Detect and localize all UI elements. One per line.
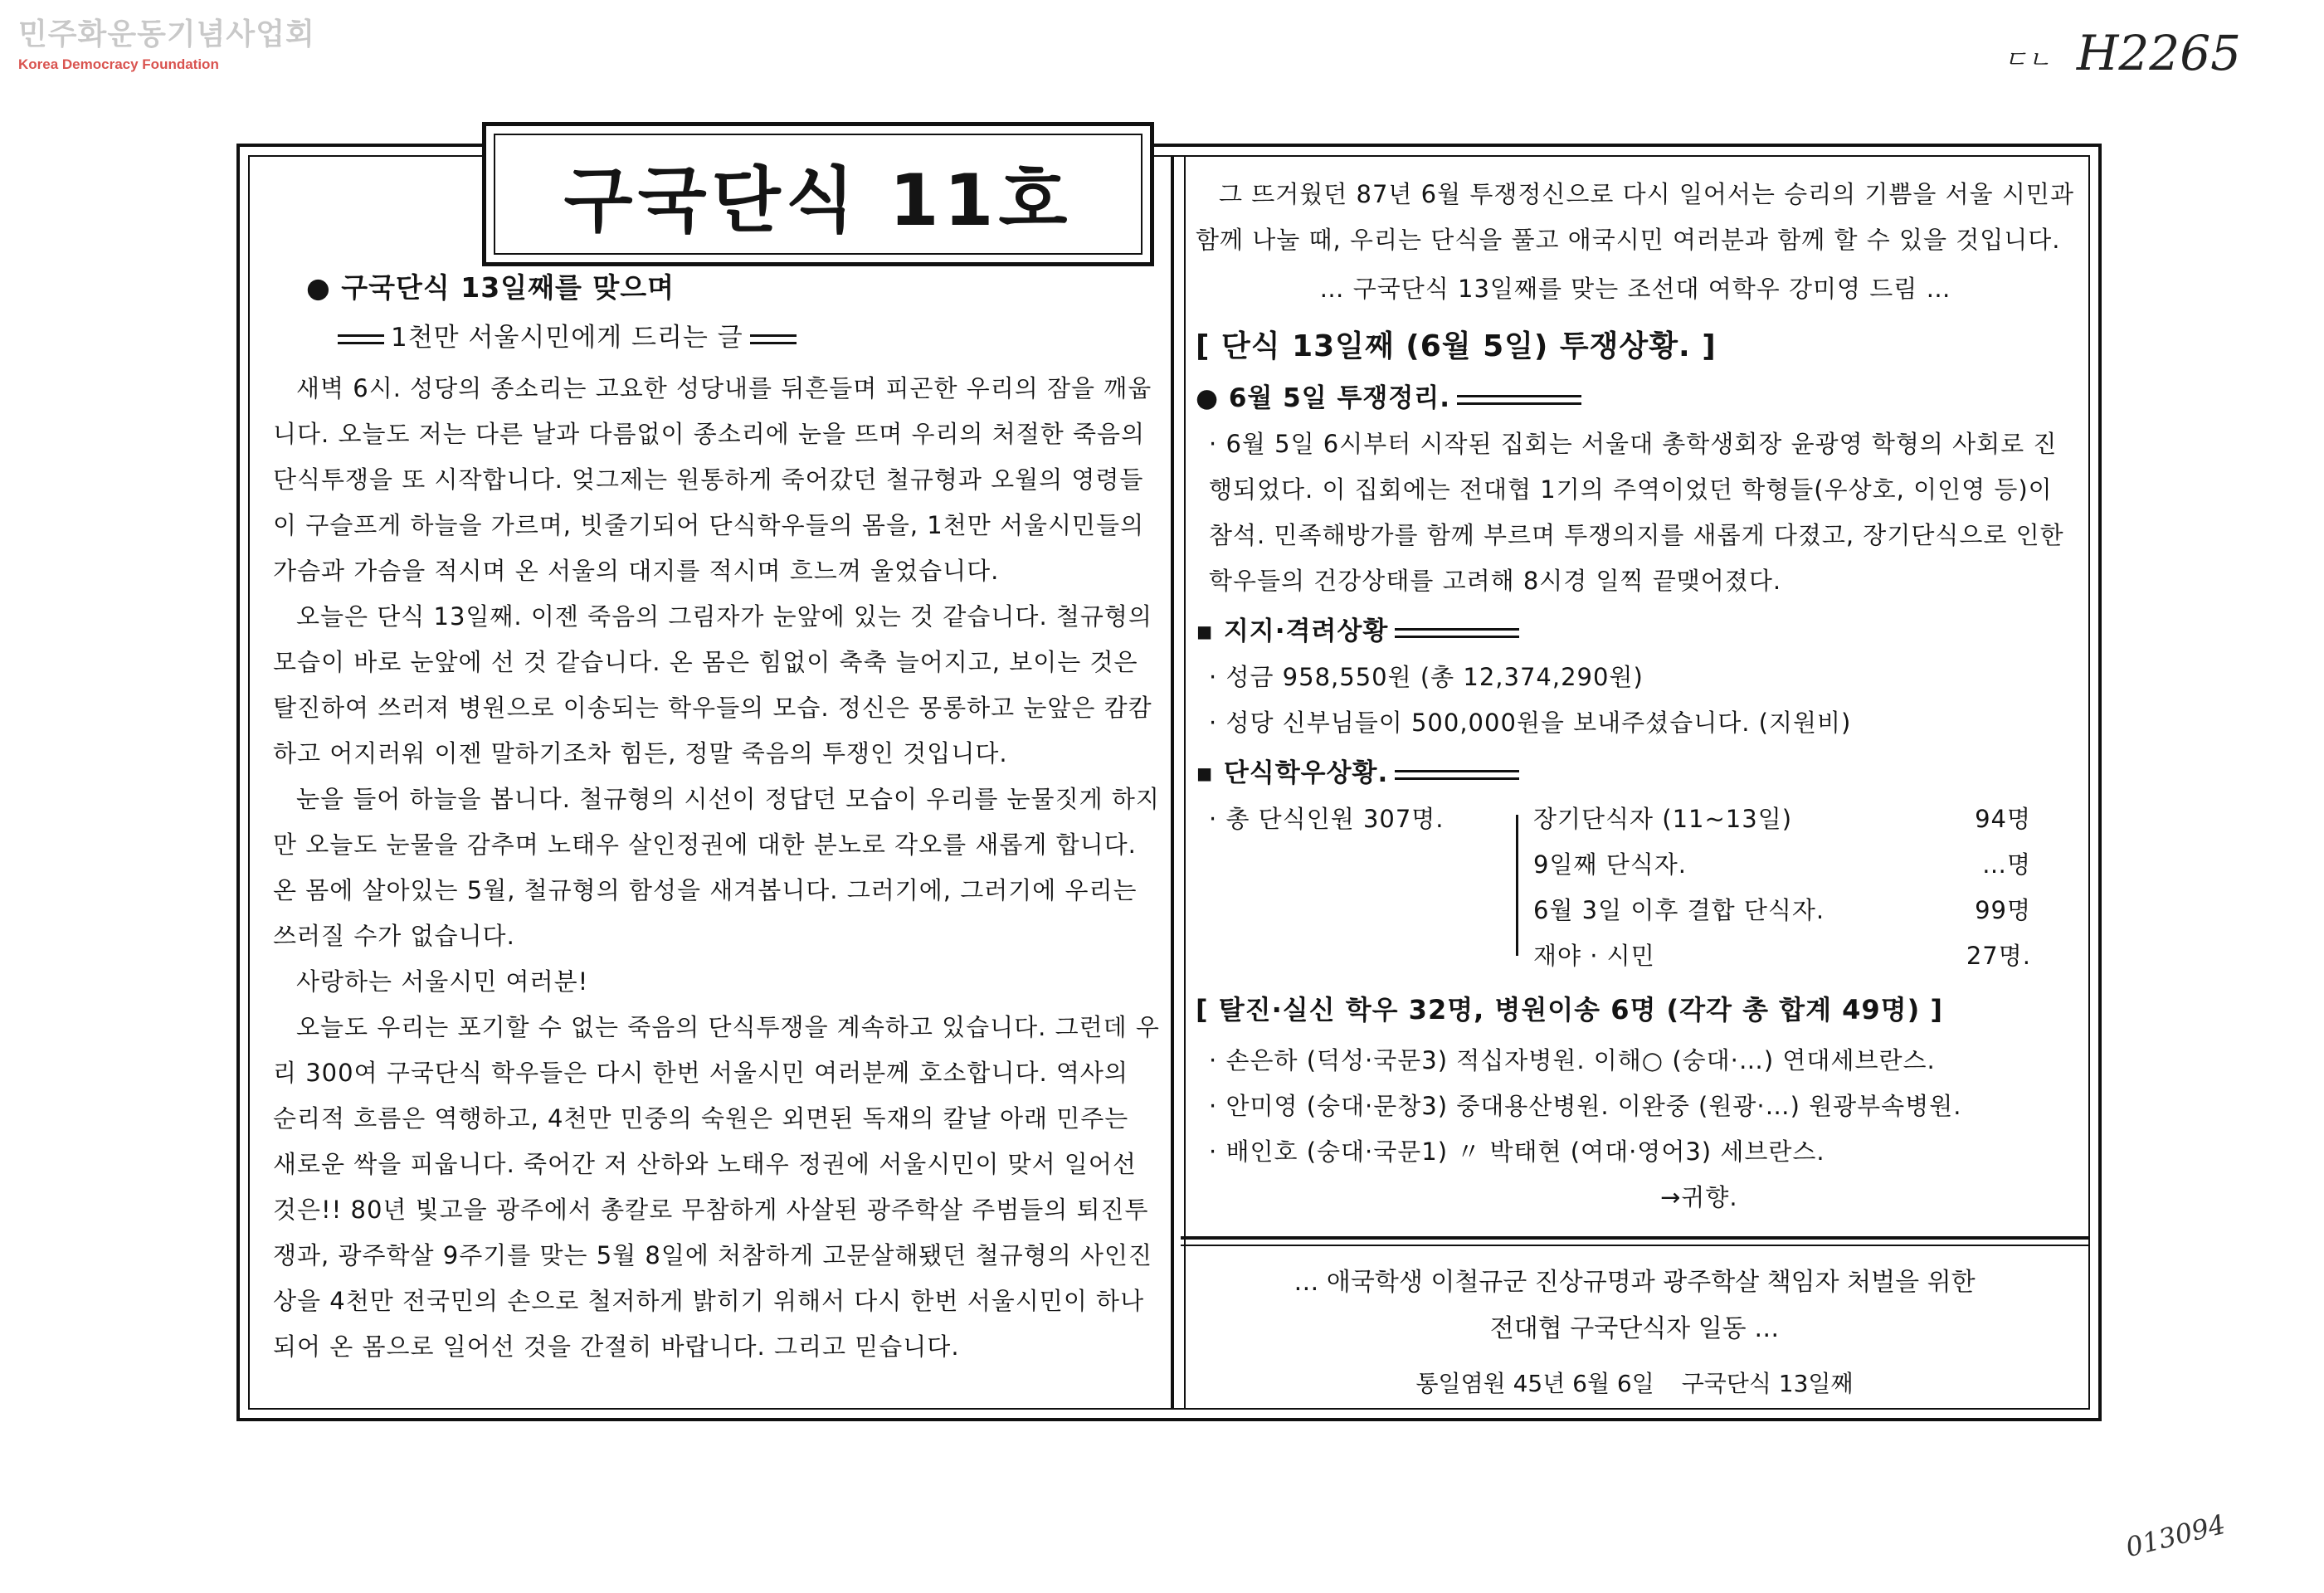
striker-total: · 총 단식인원 307명.: [1209, 805, 1445, 833]
letter-paragraph-3: 눈을 들어 하늘을 봅니다. 철규형의 시선이 정답던 모습이 우리를 눈물짓게 하지만 오늘도 눈물을 감추며 노태우 살인정권에 대한 분노로 각오를 새롭게 합니다. 온 몸에 살아있는 5월, 철규형의 함성을 새겨봅니다. 그러기에, 그러기에 우리는 쓰러질 수가 없습니다.: [273, 785, 1160, 950]
striker-breakdown: [1196, 796, 2075, 979]
letter-paragraph-2: 오늘은 단식 13일째. 이젠 죽음의 그림자가 눈앞에 있는 것 같습니다. 철규형의 모습이 바로 눈앞에 선 것 같습니다. 온 몸은 힘없이 축축 늘어지고, 보이는 것은 탈진하여 쓰러져 병원으로 이송되는 학우들의 모습. 정신은 몽롱하고 눈앞은 캄캄하고 어지러워 이젠 말하기조차 힘든, 정말 죽음의 투쟁인 것입니다.: [273, 602, 1152, 767]
support-heading-text: 지지·격려상황: [1223, 616, 1389, 646]
right-column: [1196, 172, 2075, 1220]
footer-day-count: 구국단식 13일째: [1681, 1370, 1854, 1397]
newsletter-footer: [1181, 1236, 2088, 1408]
letter-subhead-text: 1천만 서울시민에게 드리는 글: [391, 323, 743, 353]
rally-summary-line: 6월 5일 6시부터 시작된 집회는 서울대 총학생회장 윤광영 학형의 사회로 진행되었다. 이 집회에는 전대협 1기의 주역이었던 학형들(우상호, 이인영 등)이 참석. 민족해방가를 함께 부르며 투쟁의지를 새롭게 다졌고, 장기단식으로 인한 학우들의 건강상태를 고려해 8시경 일찍 끝맺어졌다.: [1209, 430, 2064, 595]
category-label: 장기단식자 (11~13일): [1533, 805, 1793, 833]
logo-english-text: Korea Democracy Foundation: [18, 56, 219, 72]
footer-purpose-line: … 애국학생 이철규군 진상규명과 광주학살 책임자 처벌을 위한: [1294, 1268, 1976, 1297]
footer-date: 통일염원 45년 6월 6일: [1415, 1370, 1654, 1397]
hospitalized-student-row: · 배인호 (숭대·국문1) 〃 박태현 (여대·영어3) 세브란스.: [1209, 1138, 1825, 1166]
newsletter-title: 구국단식 11호: [563, 159, 1073, 242]
dash-ornament: [1457, 395, 1581, 405]
dash-ornament-left: [338, 334, 384, 344]
rally-summary-heading: ● 6월 5일 투쟁정리.: [1196, 376, 2075, 421]
donation-priests: · 성당 신부님들이 500,000원을 보내주셨습니다. (지원비): [1209, 709, 1852, 737]
donation-priests-text: 성당 신부님들이 500,000원을 보내주셨습니다. (지원비): [1225, 709, 1852, 737]
striker-total-text: 총 단식인원 307명.: [1225, 805, 1445, 833]
title-box: [482, 122, 1154, 266]
footer-text: [1181, 1259, 2088, 1407]
striker-category-row: [1533, 842, 2031, 888]
frame-inner-border: [248, 155, 2090, 1410]
letter-paragraph-4: 사랑하는 서울시민 여러분!: [296, 967, 589, 996]
donation-total: · 성금 958,550원 (총 12,374,290원): [1209, 663, 1644, 691]
page-number: 013094: [2122, 1508, 2229, 1564]
hospitalized-student-text: 안미영 (숭대·문창3) 중대용산병원. 이완중 (원광·…) 원광부속병원.: [1225, 1092, 1962, 1120]
dash-ornament: [1395, 628, 1519, 638]
letter-paragraph-1: 새벽 6시. 성당의 종소리는 고요한 성당내를 뒤흔들며 피곤한 우리의 잠을 깨웁니다. 오늘도 저는 다른 날과 다름없이 종소리에 눈을 뜨며 우리의 처절한 죽음의 단식투쟁을 또 시작합니다. 엊그제는 원통하게 죽어갔던 철규형과 오월의 영령들이 구슬프게 하늘을 가르며, 빗줄기되어 단식학우들의 몸을, 1천만 서울시민들의 가슴과 가슴을 적시며 온 서울의 대지를 적시며 흐느껴 울었습니다.: [273, 374, 1152, 585]
footer-author-line: 전대협 구국단식자 일동 …: [1489, 1314, 1780, 1343]
footer-date-line: [1181, 1361, 2088, 1407]
hospitalized-student-text: 배인호 (숭대·국문1) 〃 박태현 (여대·영어3) 세브란스.: [1225, 1138, 1825, 1166]
hunger-striker-status-heading: ▪ 단식학우상황.: [1196, 751, 2075, 796]
hospitalization-summary: [ 탈진·실신 학우 32명, 병원이송 6명 (각각 총 합계 49명) ]: [1196, 994, 1943, 1025]
hospitalized-student-text: 손은하 (덕성·국문3) 적십자병원. 이해○ (숭대·…) 연대세브란스.: [1225, 1046, 1936, 1074]
archive-id-text: H2265: [2076, 25, 2241, 81]
letter-headline: ● 구국단식 13일째를 맞으며: [306, 271, 675, 304]
striker-categories: [1533, 796, 2031, 979]
striker-category-row: [1533, 888, 2031, 933]
rally-summary-text: · 6월 5일 6시부터 시작된 집회는 서울대 총학생회장 윤광영 학형의 사회로 진행되었다. 이 집회에는 전대협 1기의 주역이었던 학형들(우상호, 이인영 등)이 참석. 민족해방가를 함께 부르며 투쟁의지를 새롭게 다졌고, 장기단식으로 인한 학우들의 건강상태를 고려해 8시경 일찍 끝맺어졌다.: [1209, 430, 2064, 595]
category-count: 94명: [1975, 805, 2031, 833]
brace-bracket: [1516, 815, 1533, 956]
returned-home-note: →귀향.: [1660, 1183, 1738, 1211]
logo-korean-text: 민주화운동기념사업회: [18, 17, 315, 51]
hospitalized-student-row: · 손은하 (덕성·국문3) 적십자병원. 이해○ (숭대·…) 연대세브란스.: [1209, 1046, 1936, 1074]
category-count: 99명: [1975, 896, 2031, 924]
left-column: [273, 265, 1161, 1370]
category-count: 27명.: [1966, 942, 2031, 970]
category-count: …명: [1981, 850, 2031, 879]
dash-ornament: [1395, 770, 1519, 780]
donation-total-text: 성금 958,550원 (총 12,374,290원): [1225, 663, 1644, 691]
dash-ornament-right: [750, 334, 797, 344]
foundation-logo: [18, 18, 315, 73]
letter-headline-text: 구국단식 13일째를 맞으며: [341, 271, 675, 304]
hospitalized-student-row: · 안미영 (숭대·문창3) 중대용산병원. 이완중 (원광·…) 원광부속병원.: [1209, 1092, 1962, 1120]
archive-prefix: ㄷㄴ: [2003, 45, 2052, 75]
support-heading: ▪ 지지·격려상황: [1196, 609, 2075, 655]
hunger-striker-status-heading-text: 단식학우상황.: [1223, 758, 1389, 788]
category-label: 6월 3일 이후 결합 단식자.: [1533, 896, 1825, 924]
category-label: 9일째 단식자.: [1533, 850, 1687, 879]
column-divider: [1171, 157, 1186, 1408]
striker-category-row: [1533, 933, 2031, 979]
title-box-inner: [494, 134, 1143, 255]
archive-number: [2003, 25, 2241, 81]
category-label: 재야 · 시민: [1533, 942, 1655, 970]
letter-signature: … 구국단식 13일째를 맞는 조선대 여학우 강미영 드림 …: [1319, 275, 1951, 303]
newsletter-frame: [236, 144, 2102, 1421]
letter-paragraph-5: 오늘도 우리는 포기할 수 없는 죽음의 단식투쟁을 계속하고 있습니다. 그런데 우리 300여 구국단식 학우들은 다시 한번 서울시민 여러분께 호소합니다. 역사의 순리적 흐름은 역행하고, 4천만 민중의 숙원은 외면된 독재의 칼날 아래 민주는 새로운 싹을 피웁니다. 죽어간 저 산하와 노태우 정권에 서울시민이 맞서 일어선 것은!! 80년 빛고을 광주에서 총칼로 무참하게 사살된 광주학살 주범들의 퇴진투쟁과, 광주학살 9주기를 맞는 5월 8일에 처참하게 고문살해됐던 철규형의 사인진상을 4천만 전국민의 손으로 철저하게 밝히기 위해서 다시 한번 서울시민이 하나되어 온 몸으로 일어선 것을 간절히 바랍니다. 그리고 믿습니다.: [273, 1013, 1160, 1361]
striker-category-row: [1533, 796, 2031, 842]
letter-subhead: [331, 315, 1161, 361]
rally-summary-heading-text: 6월 5일 투쟁정리.: [1228, 383, 1451, 413]
struggle-status-title: [ 단식 13일째 (6월 5일) 투쟁상황. ]: [1196, 329, 1717, 363]
footer-double-rule: [1181, 1245, 2088, 1246]
letter-conclusion: 그 뜨거웠던 87년 6월 투쟁정신으로 다시 일어서는 승리의 기쁨을 서울 시민과 함께 나눌 때, 우리는 단식을 풀고 애국시민 여러분과 함께 할 수 있을 것입니다.: [1196, 180, 2074, 254]
